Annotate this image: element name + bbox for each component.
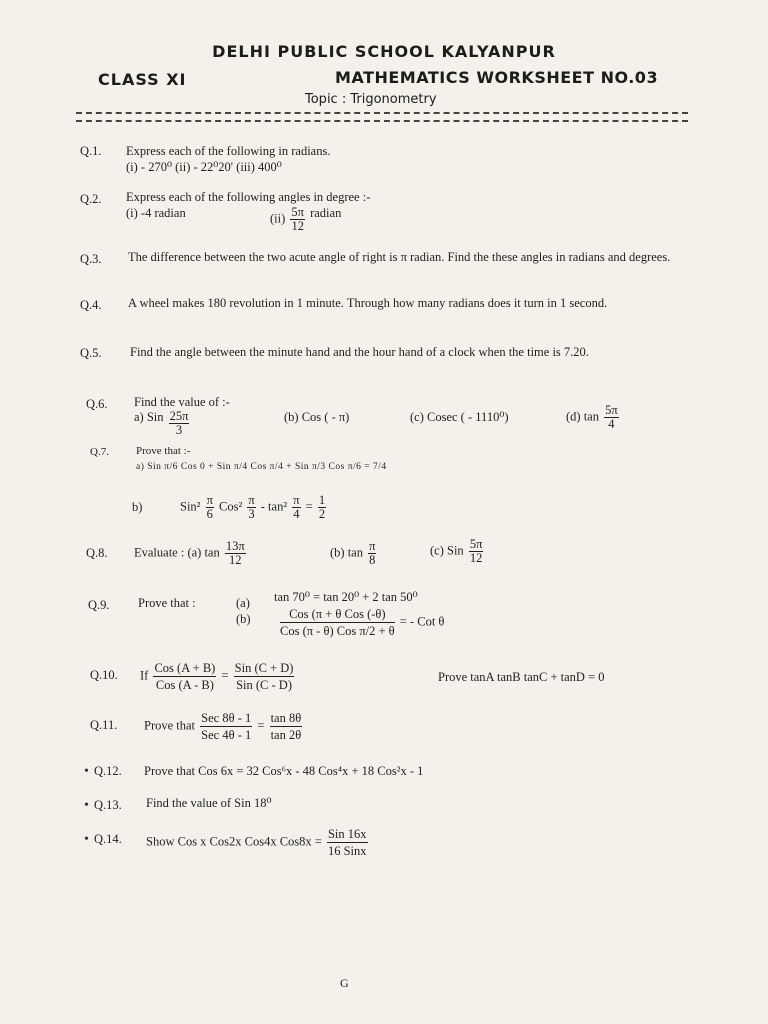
- q7-number: Q.7.: [90, 446, 109, 458]
- q6-part-a: a) Sin $\frac{25\pi}{3}$: [134, 409, 189, 437]
- page-mark: G: [340, 976, 349, 990]
- q8-number: Q.8.: [86, 546, 108, 560]
- q9-part-b: Cos (π + θ Cos (-θ) Cos (π - θ) Cos π/2 + θ = - Cot θ: [280, 607, 445, 638]
- bullet-dot: •: [84, 798, 89, 813]
- q14-text: Show Cos x Cos2x Cos4x Cos8x = Sin 16x 16 Sinx: [146, 827, 367, 858]
- q7-part-b-label: b): [132, 500, 143, 514]
- bullet-dot: •: [84, 832, 89, 847]
- q9-number: Q.9.: [88, 598, 110, 612]
- school-name: DELHI PUBLIC SCHOOL KALYANPUR: [212, 42, 556, 61]
- q2-part-i: (i) -4 radian: [126, 206, 186, 220]
- q2-text: Express each of the following angles in degree :-: [126, 190, 371, 204]
- q1-parts: (i) - 270⁰ (ii) - 22⁰20' (iii) 400⁰: [126, 160, 282, 174]
- q14-number: Q.14.: [94, 832, 122, 846]
- q6-text: Find the value of :-: [134, 395, 230, 409]
- q1-number: Q.1.: [80, 144, 102, 158]
- q9-text: Prove that :: [138, 596, 196, 610]
- q10-condition: If Cos (A + B) Cos (A - B) = Sin (C + D) Sin (C - D): [140, 661, 294, 692]
- q8-part-c: (c) Sin $\frac{5\pi}{12}$: [430, 537, 483, 565]
- class-label: CLASS XI: [98, 70, 187, 89]
- q8-part-b: (b) tan $\frac{\pi}{8}$: [330, 539, 376, 567]
- q12-text: Prove that Cos 6x = 32 Cos⁶x - 48 Cos⁴x + 18 Cos²x - 1: [144, 764, 424, 778]
- q7-text: Prove that :-: [136, 445, 191, 457]
- q9-part-a-label: (a): [236, 596, 250, 610]
- q10-prove: Prove tanA tanB tanC + tanD = 0: [438, 670, 605, 684]
- q4-number: Q.4.: [80, 298, 102, 312]
- q3-text: The difference between the two acute angle of right is π radian. Find the these angles in radians and degrees.: [128, 250, 671, 264]
- q7-part-a: a) Sin π/6 Cos 0 + Sin π/4 Cos π/4 + Sin π/3 Cos π/6 = 7/4: [136, 462, 387, 472]
- q5-text: Find the angle between the minute hand and the hour hand of a clock when the time is 7.20.: [130, 345, 589, 359]
- topic-label: Topic : Trigonometry: [305, 92, 437, 107]
- q13-text: Find the value of Sin 18⁰: [146, 796, 272, 810]
- q6-part-b: (b) Cos ( - π): [284, 410, 350, 424]
- q7-part-b: Sin² $\frac{\pi}{6}$ Cos² $\frac{\pi}{3}$ - tan² $\frac{\pi}{4}$ = $\frac{1}{2}$: [180, 493, 326, 521]
- q2-number: Q.2.: [80, 192, 102, 206]
- q12-number: Q.12.: [94, 764, 122, 778]
- q10-number: Q.10.: [90, 668, 118, 682]
- q9-part-a: tan 70⁰ = tan 20⁰ + 2 tan 50⁰: [274, 590, 418, 604]
- q5-number: Q.5.: [80, 346, 102, 360]
- q3-number: Q.3.: [80, 252, 102, 266]
- header-divider: [76, 112, 688, 122]
- q6-part-c: (c) Cosec ( - 1110⁰): [410, 410, 509, 424]
- q11-number: Q.11.: [90, 718, 118, 732]
- worksheet-title: MATHEMATICS WORKSHEET NO.03: [335, 68, 659, 87]
- q6-part-d: (d) tan $\frac{5\pi}{4}$: [566, 403, 618, 431]
- bullet-dot: •: [84, 764, 89, 779]
- q11-text: Prove that Sec 8θ - 1 Sec 4θ - 1 = $\frac{\tan 8\theta}{\tan 2\theta}$: [144, 711, 302, 742]
- q1-text: Express each of the following in radians.: [126, 144, 331, 158]
- q9-part-b-label: (b): [236, 612, 251, 626]
- q13-number: Q.13.: [94, 798, 122, 812]
- q4-text: A wheel makes 180 revolution in 1 minute. Through how many radians does it turn in 1 second.: [128, 296, 608, 310]
- q2-part-ii: (ii) $\frac{5\pi}{12}$ radian: [270, 205, 342, 233]
- q8-part-a: Evaluate : (a) tan $\frac{13\pi}{12}$: [134, 539, 245, 567]
- q6-number: Q.6.: [86, 397, 108, 411]
